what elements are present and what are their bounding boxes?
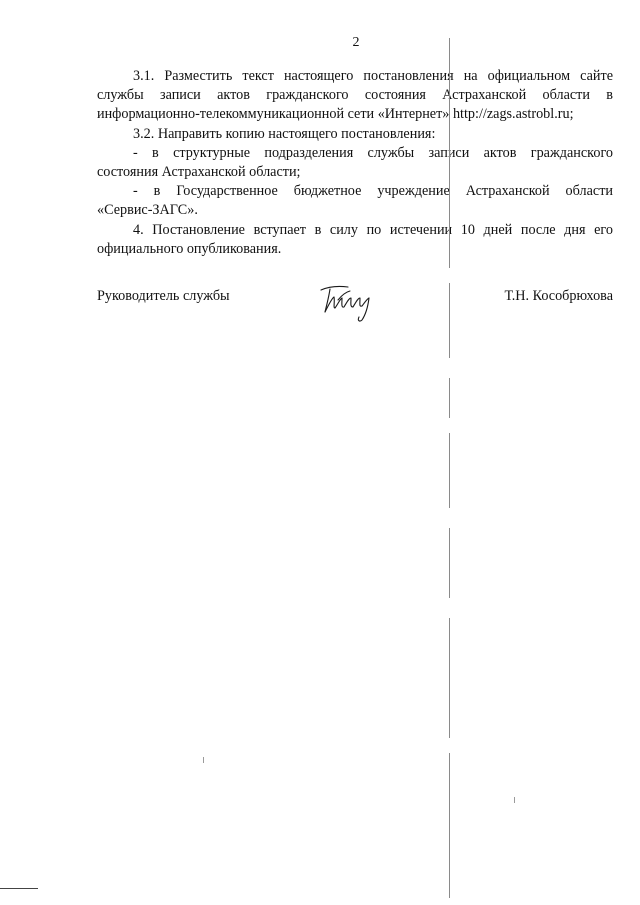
handwritten-signature <box>318 280 378 324</box>
signatory-name: Т.Н. Кособрюхова <box>504 288 613 304</box>
page-number: 2 <box>352 35 360 50</box>
list-item-2-line-2: «Сервис-ЗАГС». <box>97 202 198 219</box>
document-body <box>97 67 613 259</box>
scan-speck <box>203 757 204 763</box>
list-item-1-line-2: состояния Астраханской области; <box>97 164 301 181</box>
paragraph-3-2-line-1: 3.2. Направить копию настоящего постановления: <box>133 125 436 142</box>
paragraph-4-line-1: 4. Постановление вступает в силу по истечении 10 дней после дня его <box>133 221 613 238</box>
paragraph-3-1-line-1: 3.1. Разместить текст настоящего постановления на официальном сайте <box>133 68 613 84</box>
scan-corner-mark <box>0 888 38 889</box>
list-item-2-line-1: - в Государственное бюджетное учреждение Астраханской области <box>133 183 613 200</box>
scan-fold-line <box>449 38 450 898</box>
scan-speck <box>514 797 515 803</box>
list-item-1-line-1: - в структурные подразделения службы записи актов гражданского <box>133 144 613 161</box>
paragraph-4-line-2: официального опубликования. <box>97 240 282 257</box>
paragraph-3-1-line-2: службы записи актов гражданского состояния Астраханской области в <box>97 87 613 104</box>
paragraph-3-1-line-3: информационно-телекоммуникационной сети «Интернет» http://zags.astrobl.ru; <box>97 106 574 123</box>
signatory-position: Руководитель службы <box>97 288 230 304</box>
